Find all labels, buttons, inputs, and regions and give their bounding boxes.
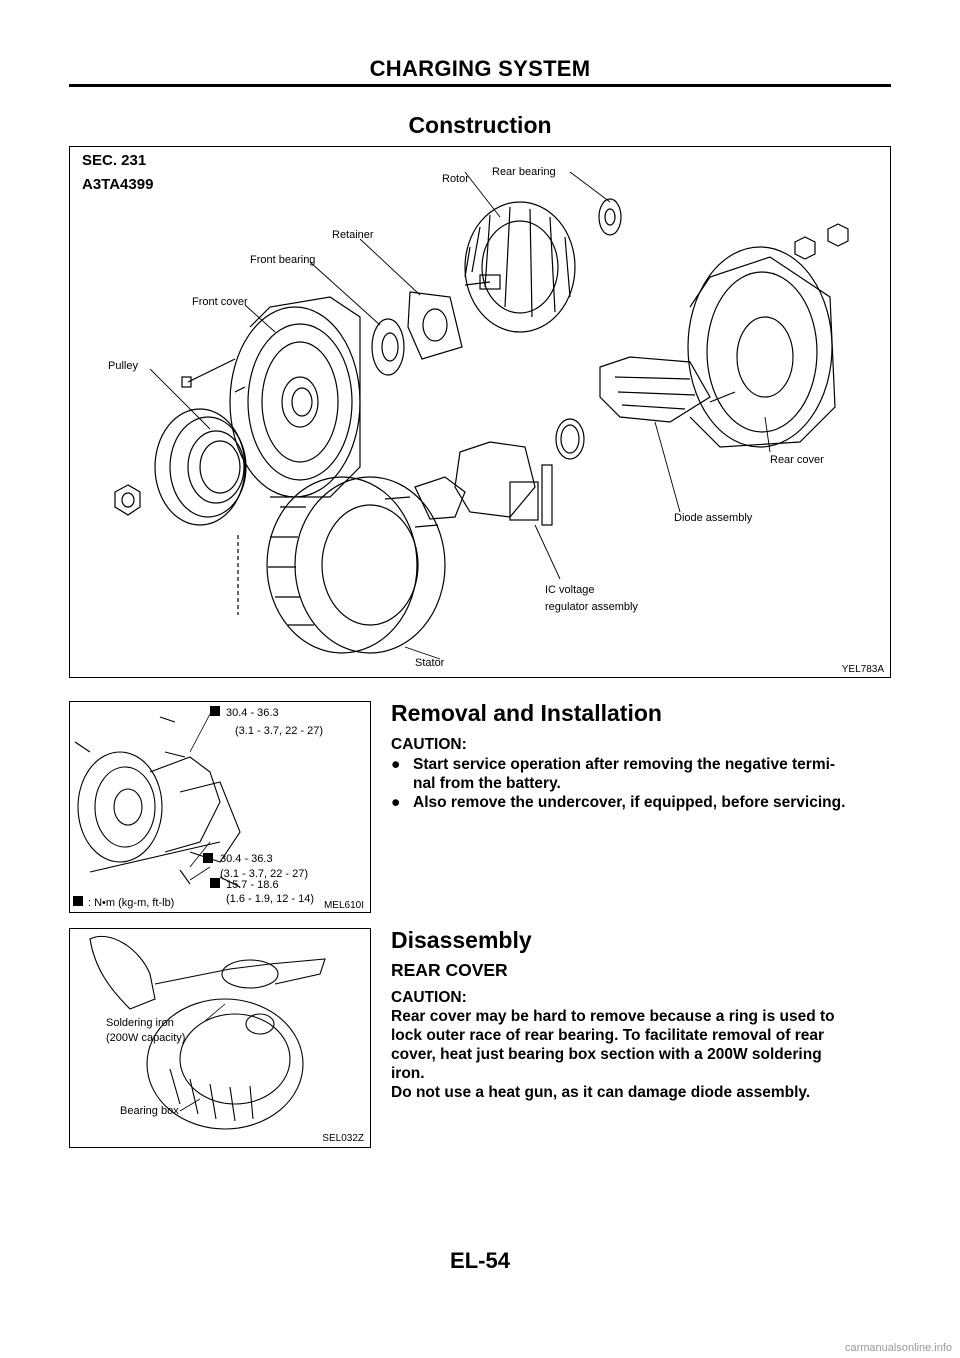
label-retainer: Retainer (332, 229, 374, 241)
torque-1b: (3.1 - 3.7, 22 - 27) (235, 725, 324, 737)
alternator-exploded-view (70, 147, 890, 677)
caution-line: iron. (391, 1065, 425, 1082)
rotor-illustration (465, 202, 575, 332)
bullet-text-2a: Also remove the undercover, if equipped, before servicing. (413, 794, 846, 811)
soldering-iron-diagram (70, 929, 370, 1147)
caution-line: lock outer race of rear bearing. To facilitate removal of rear (391, 1027, 825, 1044)
disassembly-caution-label: CAUTION: (391, 989, 467, 1006)
snap-ring-illustration (556, 419, 584, 459)
bullet-text-1b: nal from the battery. (413, 775, 561, 792)
removal-bullet-list (391, 755, 891, 812)
part-number: A3TA4399 (82, 176, 154, 193)
figure-code-construction: YEL783A (841, 664, 884, 675)
label-diode-assembly: Diode assembly (674, 512, 753, 524)
watermark: carmanualsonline.info (844, 1342, 952, 1354)
torque-2b: (3.1 - 3.7, 22 - 27) (220, 868, 309, 880)
removal-heading: Removal and Installation (391, 700, 662, 726)
figure-code-removal: MEL610I (323, 900, 364, 911)
bullet-item (391, 793, 891, 812)
nut-illustration (115, 485, 140, 515)
bullet-item-continuation (391, 774, 891, 793)
figure-code-disassembly: SEL032Z (322, 1133, 364, 1144)
label-rotor: Rotor (442, 173, 469, 185)
ic-regulator-illustration (385, 442, 552, 527)
label-front-cover: Front cover (192, 296, 248, 308)
torque-3a: 15.7 - 18.6 (226, 879, 279, 891)
front-cover-illustration (230, 297, 360, 497)
diode-assembly-illustration (600, 357, 735, 422)
sec-label: SEC. 231 (82, 152, 147, 169)
label-front-bearing: Front bearing (250, 254, 316, 266)
rear-cover-subheading: REAR COVER (391, 960, 508, 980)
label-ic-voltage-1: IC voltage (545, 584, 595, 596)
label-bearing-box: Bearing box (120, 1105, 179, 1117)
retainer-illustration (408, 292, 462, 359)
label-soldering-2: (200W capacity) (106, 1032, 186, 1044)
disassembly-caution-text (391, 1007, 891, 1102)
torque-3b: (1.6 - 1.9, 12 - 14) (226, 893, 315, 905)
page-number: EL-54 (450, 1248, 510, 1273)
torque-1a: 30.4 - 36.3 (226, 707, 279, 719)
caution-line: Rear cover may be hard to remove because a ring is used to (391, 1008, 835, 1025)
disassembly-figure (69, 928, 371, 1148)
label-soldering-1: Soldering iron (106, 1017, 174, 1029)
section-title: CHARGING SYSTEM (369, 56, 591, 81)
label-rear-bearing: Rear bearing (492, 166, 556, 178)
terminal-nuts-illustration (795, 224, 848, 259)
front-bearing-illustration (372, 319, 404, 375)
construction-heading: Construction (408, 112, 552, 138)
bullet-text-1a: Start service operation after removing the negative termi- (413, 756, 836, 773)
label-rear-cover: Rear cover (770, 454, 824, 466)
bullet-item (391, 755, 891, 774)
alternator-mounting-diagram (70, 702, 370, 912)
label-stator: Stator (415, 657, 445, 669)
bullet-icon: ● (391, 794, 401, 811)
label-ic-voltage-2: regulator assembly (545, 601, 638, 613)
rear-cover-illustration (688, 247, 835, 447)
construction-figure (69, 146, 891, 678)
caution-line: cover, heat just bearing box section with a 200W soldering (391, 1046, 822, 1063)
stator-illustration (238, 477, 445, 653)
removal-caution-label: CAUTION: (391, 736, 467, 753)
unit-legend: : N•m (kg-m, ft-lb) (88, 897, 175, 909)
header-rule (69, 84, 891, 87)
caution-line: Do not use a heat gun, as it can damage diode assembly. (391, 1084, 811, 1101)
torque-2a: 30.4 - 36.3 (220, 853, 273, 865)
disassembly-heading: Disassembly (391, 927, 532, 953)
label-pulley: Pulley (108, 360, 138, 372)
rear-bearing-illustration (599, 199, 621, 235)
removal-figure (69, 701, 371, 913)
bullet-icon: ● (391, 756, 401, 773)
